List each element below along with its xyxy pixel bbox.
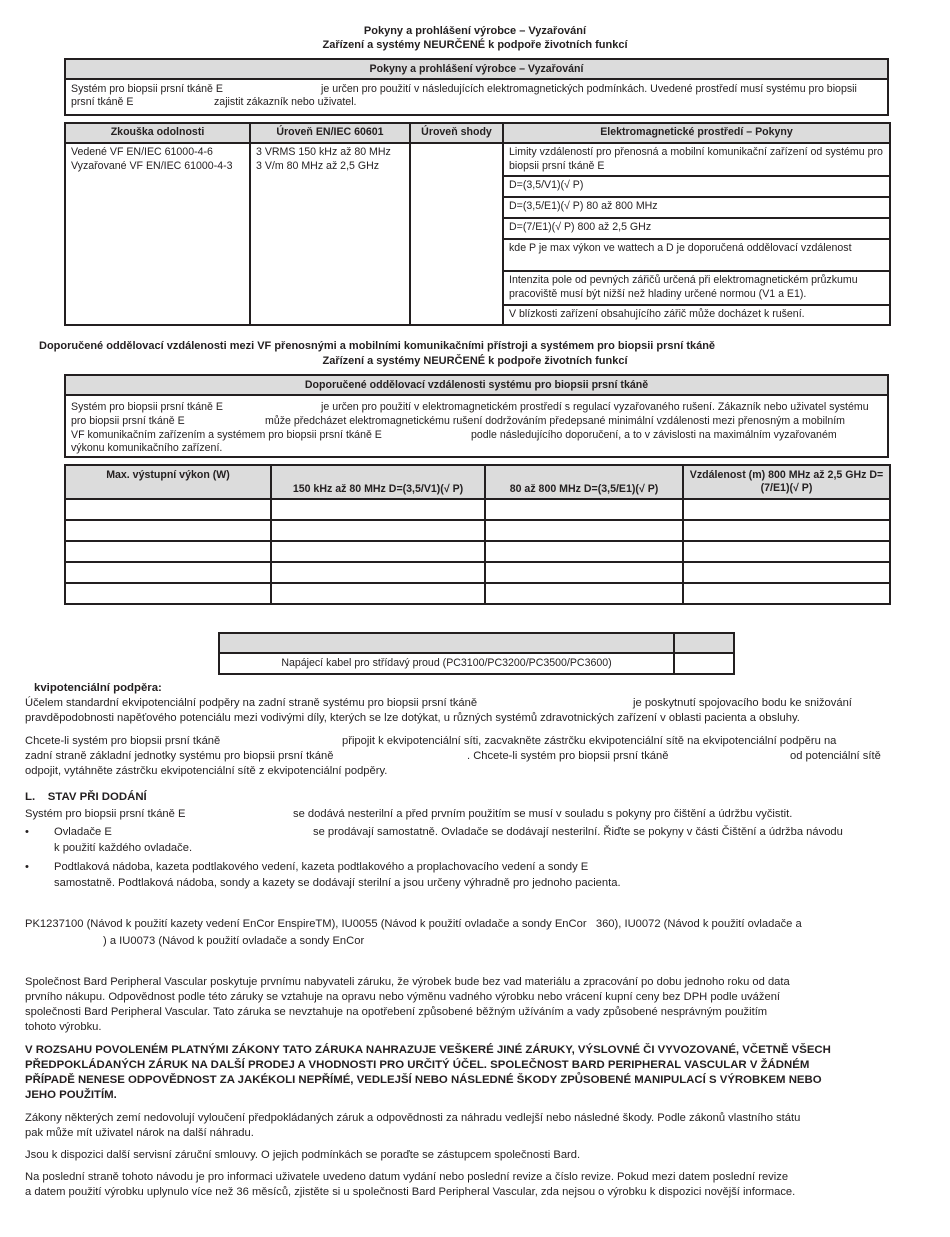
separation-header-range1: 150 kHz až 80 MHz D=(3,5/V1)(√ P) [271, 465, 485, 499]
separation-l2a: pro biopsii prsní tkáně E [71, 415, 185, 427]
delivery-b2-l2: samostatně. Podtlaková nádoba, sondy a kazety se dodávají sterilní a jsou určeny výhradně pro jednoho pacienta. [54, 877, 621, 889]
equip-p1-l1b: je poskytnutí spojovacího bodu ke snižování [633, 697, 852, 709]
delivery-b1-l2: k použití každého ovladače. [54, 842, 193, 854]
delivery-heading: L. STAV PŘI DODÁNÍ [25, 791, 147, 803]
separation-title-line2: Zařízení a systémy NEURČENÉ k podpoře životních funkcí [322, 355, 628, 367]
equip-p2-l2b: . Chcete-li systém pro biopsii prsní tkáně [467, 750, 669, 762]
separation-header-range2: 80 až 800 MHz D=(3,5/E1)(√ P) [485, 465, 683, 499]
separation-table [64, 464, 891, 605]
emissions-title [0, 24, 950, 52]
references-l1: PK1237100 (Návod k použití kazety vedení EnCor EnspireTM), IU0055 (Návod k použití ovladače a sondy EnCor 360), IU0072 (Návod k použití ovladače a [25, 918, 802, 930]
guidance-row: D=(7/E1)(√ P) 800 až 2,5 GHz [503, 218, 890, 239]
immunity-table [64, 122, 891, 326]
equip-p2-l2a: zadní straně základní jednotky systému pro biopsii prsní tkáně [25, 750, 334, 762]
warranty-p4-l1: Na poslední straně tohoto návodu je pro informaci uživatele uvedeno datum vydání nebo poslední revize a číslo revize. Pokud mezi datem poslední revize [25, 1171, 789, 1183]
warranty-p4-l2: a datem použití výrobku uplynulo více než 36 měsíců, zjistěte si u společnosti Bard Peripheral Vascular, zda nejsou o výrobku k dispozici novější informace. [25, 1186, 796, 1198]
separation-header-power: Max. výstupní výkon (W) [65, 465, 271, 499]
separation-info-box [64, 374, 889, 458]
table-row [65, 583, 890, 604]
emissions-box-text-a: Systém pro biopsii prsní tkáně E [71, 83, 223, 95]
guidance-row: V blízkosti zařízení obsahujícího zářič může docházet k rušení. [503, 305, 890, 325]
references-l2: ) a IU0073 (Návod k použití ovladače a sondy EnCor [103, 935, 365, 947]
equip-heading: kvipotenciální podpěra: [34, 682, 162, 694]
emissions-title-line1: Pokyny a prohlášení výrobce – Vyzařování [363, 25, 587, 37]
immunity-test-cell [65, 143, 250, 325]
warranty-caps-l4: JEHO POUŽITÍM. [25, 1089, 117, 1101]
warranty-paragraph-2 [25, 1111, 905, 1141]
warranty-p3: Jsou k dispozici další servisní záruční smlouvy. O jejich podmínkách se poraďte se zástupcem společnosti Bard. [25, 1149, 581, 1161]
immunity-header-guidance: Elektromagnetické prostředí – Pokyny [503, 123, 890, 143]
delivery-b1-l1a: Ovladače E [54, 826, 112, 838]
separation-header-range3: Vzdálenost (m) 800 MHz až 2,5 GHz D=(7/E1)(√ P) [683, 465, 890, 499]
delivery-b1-l1b: se prodávají samostatně. Ovladače se dodávají nesterilní. Řiďte se pokyny v části Čištění a údržba návodu [313, 826, 843, 838]
cable-header-right [674, 633, 734, 653]
warranty-p1-l2: prvního nákupu. Odpovědnost podle této záruky se vztahuje na opravu nebo výměnu vadného výrobku nebo vrácení kupní ceny bez DPH podle uvážení [25, 991, 781, 1003]
warranty-paragraph-4 [25, 1170, 905, 1200]
delivery-b2-l1: Podtlaková nádoba, kazeta podtlakového vedení, kazeta podtlakového a proplachovacího vedení a sondy E [54, 861, 589, 873]
separation-l1b: je určen pro použití v elektromagnetickém prostředí s regulací vyzařovaného rušení. Zákazník nebo uživatel systému [321, 401, 869, 413]
emissions-box-text-d: zajistit zákazník nebo uživatel. [214, 96, 357, 108]
delivery-bullet-2 [25, 860, 910, 890]
table-row [65, 541, 890, 562]
warranty-caps-l1: V ROZSAHU POVOLENÉM PLATNÝMI ZÁKONY TATO ZÁRUKA NAHRAZUJE VEŠKERÉ JINÉ ZÁRUKY, VÝSLOVNÉ ČI VYVOZOVANÉ, VČETNĚ VŠECH [25, 1044, 831, 1056]
guidance-row: Intenzita pole od pevných zářičů určená při elektromagnetickém průzkumu pracoviště musí být nižší než hladiny určené normou (V1 a E1). [503, 271, 890, 305]
guidance-row: kde P je max výkon ve wattech a D je doporučená oddělovací vzdálenost [503, 239, 890, 271]
immunity-header-test: Zkouška odolnosti [65, 123, 250, 143]
equip-p1-l2: pravděpodobnosti napěťového potenciálu mezi vodivými díly, kterých se lze dotýkat, u různých systémů zdravotnických zařízení v oblasti pacienta a obsluhy. [25, 712, 800, 724]
immunity-level-cell [250, 143, 410, 325]
delivery-bullet-1 [25, 825, 910, 855]
guidance-row: D=(3,5/V1)(√ P) [503, 176, 890, 197]
guidance-row: Limity vzdáleností pro přenosná a mobilní komunikační zařízení od systému pro biopsii prsní tkáně E [503, 143, 890, 176]
immunity-test-conducted: Vedené VF EN/IEC 61000-4-6 [71, 146, 213, 158]
emissions-box-text-c: prsní tkáně E [71, 96, 134, 108]
immunity-header-compliance: Úroveň shody [410, 123, 503, 143]
warranty-p1-l1: Společnost Bard Peripheral Vascular poskytuje prvnímu nabyvateli záruku, že výrobek bude bez vad materiálu a zpracování po dobu jednoho roku od data [25, 976, 790, 988]
equip-p2-l1b: připojit k ekvipotenciální síti, zacvakněte zástrčku ekvipotenciální sítě na ekvipotenciální podpěru na [342, 735, 837, 747]
warranty-p2-l2: pak může mít uživatel nárok na další náhradu. [25, 1127, 254, 1139]
table-row [65, 499, 890, 520]
separation-l2b: může předcházet elektromagnetickému rušení dodržováním předepsané minimální vzdálenosti mezi přenosným a mobilním [265, 415, 845, 427]
separation-l1a: Systém pro biopsii prsní tkáně E [71, 401, 223, 413]
emissions-box-text-b: je určen pro použití v následujících elektromagnetických podmínkách. Uvedené prostředí musí systému pro biopsii [321, 83, 857, 95]
emissions-box-text [66, 80, 887, 112]
delivery-l1a: Systém pro biopsii prsní tkáně E [25, 808, 186, 820]
immunity-level-conducted: 3 VRMS 150 kHz až 80 MHz [256, 146, 391, 158]
equip-p2-l3: odpojit, vytáhněte zástrčku ekvipotenciální sítě z ekvipotenciální podpěry. [25, 765, 388, 777]
immunity-compliance-cell [410, 143, 503, 325]
separation-l3b: podle následujícího doporučení, a to v závislosti na maximálním vyzařovaném [471, 429, 837, 441]
table-row [65, 520, 890, 541]
cable-table [218, 632, 735, 675]
bullet-mark: • [25, 861, 29, 873]
separation-box-header: Doporučené oddělovací vzdálenosti systému pro biopsii prsní tkáně [66, 376, 887, 396]
delivery-l1b: se dodává nesterilní a před prvním použitím se musí v souladu s pokyny pro čištění a údržbu vyčistit. [293, 808, 793, 820]
warranty-p1-l3: společnosti Bard Peripheral Vascular. Tato záruka se nevztahuje na opotřebení způsobené běžným užíváním a vady způsobené nesprávným použitím [25, 1006, 768, 1018]
separation-l4: výkonu komunikačního zařízení. [71, 442, 223, 454]
emissions-info-box [64, 58, 889, 116]
separation-l3a: VF komunikačním zařízením a systémem pro biopsii prsní tkáně E [71, 429, 382, 441]
separation-title-line1: Doporučené oddělovací vzdálenosti mezi VF přenosnými a mobilními komunikačními přístroji a systémem pro biopsii prsní tkáně [39, 340, 716, 352]
immunity-header-level: Úroveň EN/IEC 60601 [250, 123, 410, 143]
cable-header-left [219, 633, 674, 653]
immunity-test-radiated: Vyzařované VF EN/IEC 61000-4-3 [71, 159, 233, 172]
warranty-caps-l3: PŘÍPADĚ NENESE ODPOVĚDNOST ZA JAKÉKOLI NEPŘÍMÉ, VEDLEJŠÍ NEBO NÁSLEDNÉ ŠKODY ZPŮSOBENÉ MANIPULACÍ S VÝROBKEM NEBO [25, 1074, 822, 1086]
guidance-row: D=(3,5/E1)(√ P) 80 až 800 MHz [503, 197, 890, 218]
separation-box-text [66, 396, 887, 456]
emissions-title-line2: Zařízení a systémy NEURČENÉ k podpoře životních funkcí [322, 39, 628, 51]
warranty-p1-l4: tohoto výrobku. [25, 1021, 102, 1033]
table-row [65, 562, 890, 583]
immunity-level-radiated: 3 V/m 80 MHz až 2,5 GHz [256, 159, 380, 172]
bullet-mark: • [25, 826, 29, 838]
warranty-p2-l1: Zákony některých zemí nedovolují vyloučení předpokládaných záruk a odpovědnosti za náhradu vedlejší nebo následné škody. Podle zákonů vlastního státu [25, 1112, 801, 1124]
warranty-paragraph-1 [25, 975, 905, 1035]
warranty-disclaimer [25, 1043, 925, 1103]
cable-label: Napájecí kabel pro střídavý proud (PC3100/PC3200/PC3500/PC3600) [219, 653, 674, 674]
equip-p2-l1a: Chcete-li systém pro biopsii prsní tkáně [25, 735, 221, 747]
cable-value [674, 653, 734, 674]
equip-p1-l1a: Účelem standardní ekvipotenciální podpěry na zadní straně systému pro biopsii prsní tkáně [25, 697, 478, 709]
warranty-paragraph-3 [25, 1148, 905, 1163]
equip-p2-l2c: od potenciální sítě [790, 750, 881, 762]
warranty-caps-l2: PŘEDPOKLÁDANÝCH ZÁRUK NA DALŠÍ PRODEJ A VHODNOSTI PRO URČITÝ ÚČEL. SPOLEČNOST BARD PERIPHERAL VASCULAR V ŽÁDNÉM [25, 1059, 810, 1071]
emissions-box-header: Pokyny a prohlášení výrobce – Vyzařování [66, 60, 887, 80]
